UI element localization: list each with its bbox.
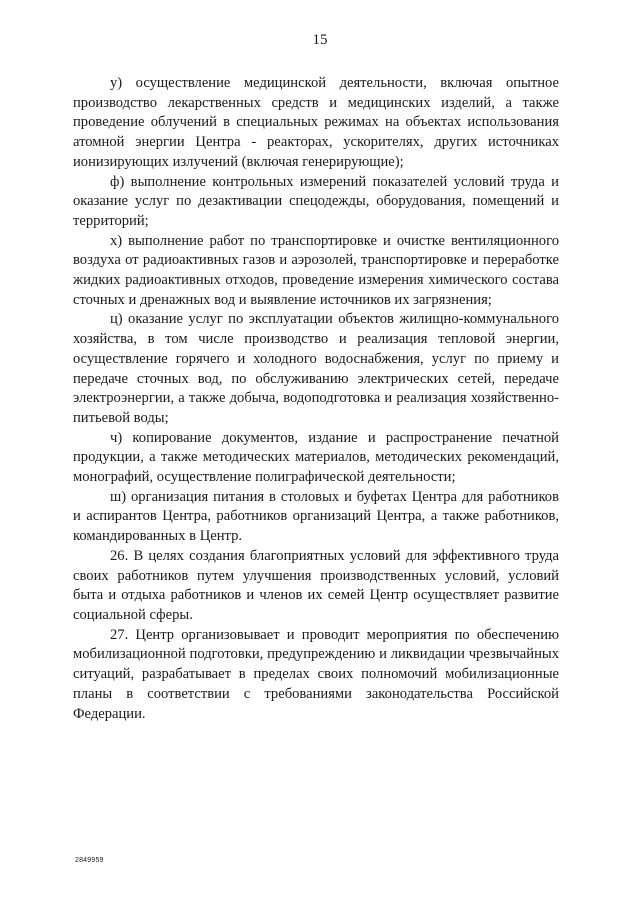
paragraph-sh: ш) организация питания в столовых и буфетах Центра для работников и аспирантов Центра, работников организаций Центра, а также работников, командированных в Центр. <box>73 488 559 545</box>
document-code: 2849959 <box>75 857 104 864</box>
paragraph-u: у) осуществление медицинской деятельности, включая опытное производство лекарственных средств и медицинских изделий, а также проведение облучений в специальных режимах на объектах использования атомной энергии Центра - реакторах, ускорителях, других источниках ионизирующих излучений (включая генерирующие); <box>73 75 559 170</box>
paragraph-kh: х) выполнение работ по транспортировке и очистке вентиляционного воздуха от радиоактивных газов и аэрозолей, транспортировке и переработке жидких радиоактивных отходов, проведение измерения химического состава сточных и дренажных вод и выявление источников их загрязнения; <box>73 232 559 308</box>
paragraph-ts: ц) оказание услуг по эксплуатации объектов жилищно-коммунального хозяйства, в том числе производство и реализация тепловой энергии, осуществление горячего и холодного водоснабжения, услуг по приему и передаче сточных вод, по обслуживанию электрических сетей, передаче электроэнергии, а также добыча, водоподготовка и реализация хозяйственно-питьевой воды; <box>73 311 559 426</box>
document-body <box>73 74 559 724</box>
paragraph-ch: ч) копирование документов, издание и распространение печатной продукции, а также методических материалов, методических рекомендаций, монографий, осуществление полиграфической деятельности; <box>73 429 559 486</box>
paragraph-27: 27. Центр организовывает и проводит мероприятия по обеспечению мобилизационной подготовки, предупреждению и ликвидации чрезвычайных ситуаций, разрабатывает в пределах своих полномочий мобилизационные планы в соответствии с требованиями законодательства Российской Федерации. <box>73 626 559 722</box>
page-number: 15 <box>312 32 328 48</box>
paragraph-26: 26. В целях создания благоприятных условий для эффективного труда своих работников путем улучшения производственных условий, условий быта и отдыха работников и членов их семей Центр осуществляет развитие социальной сферы. <box>73 547 559 623</box>
paragraph-f: ф) выполнение контрольных измерений показателей условий труда и оказание услуг по дезактивации спецодежды, оборудования, помещений и территорий; <box>73 173 559 229</box>
